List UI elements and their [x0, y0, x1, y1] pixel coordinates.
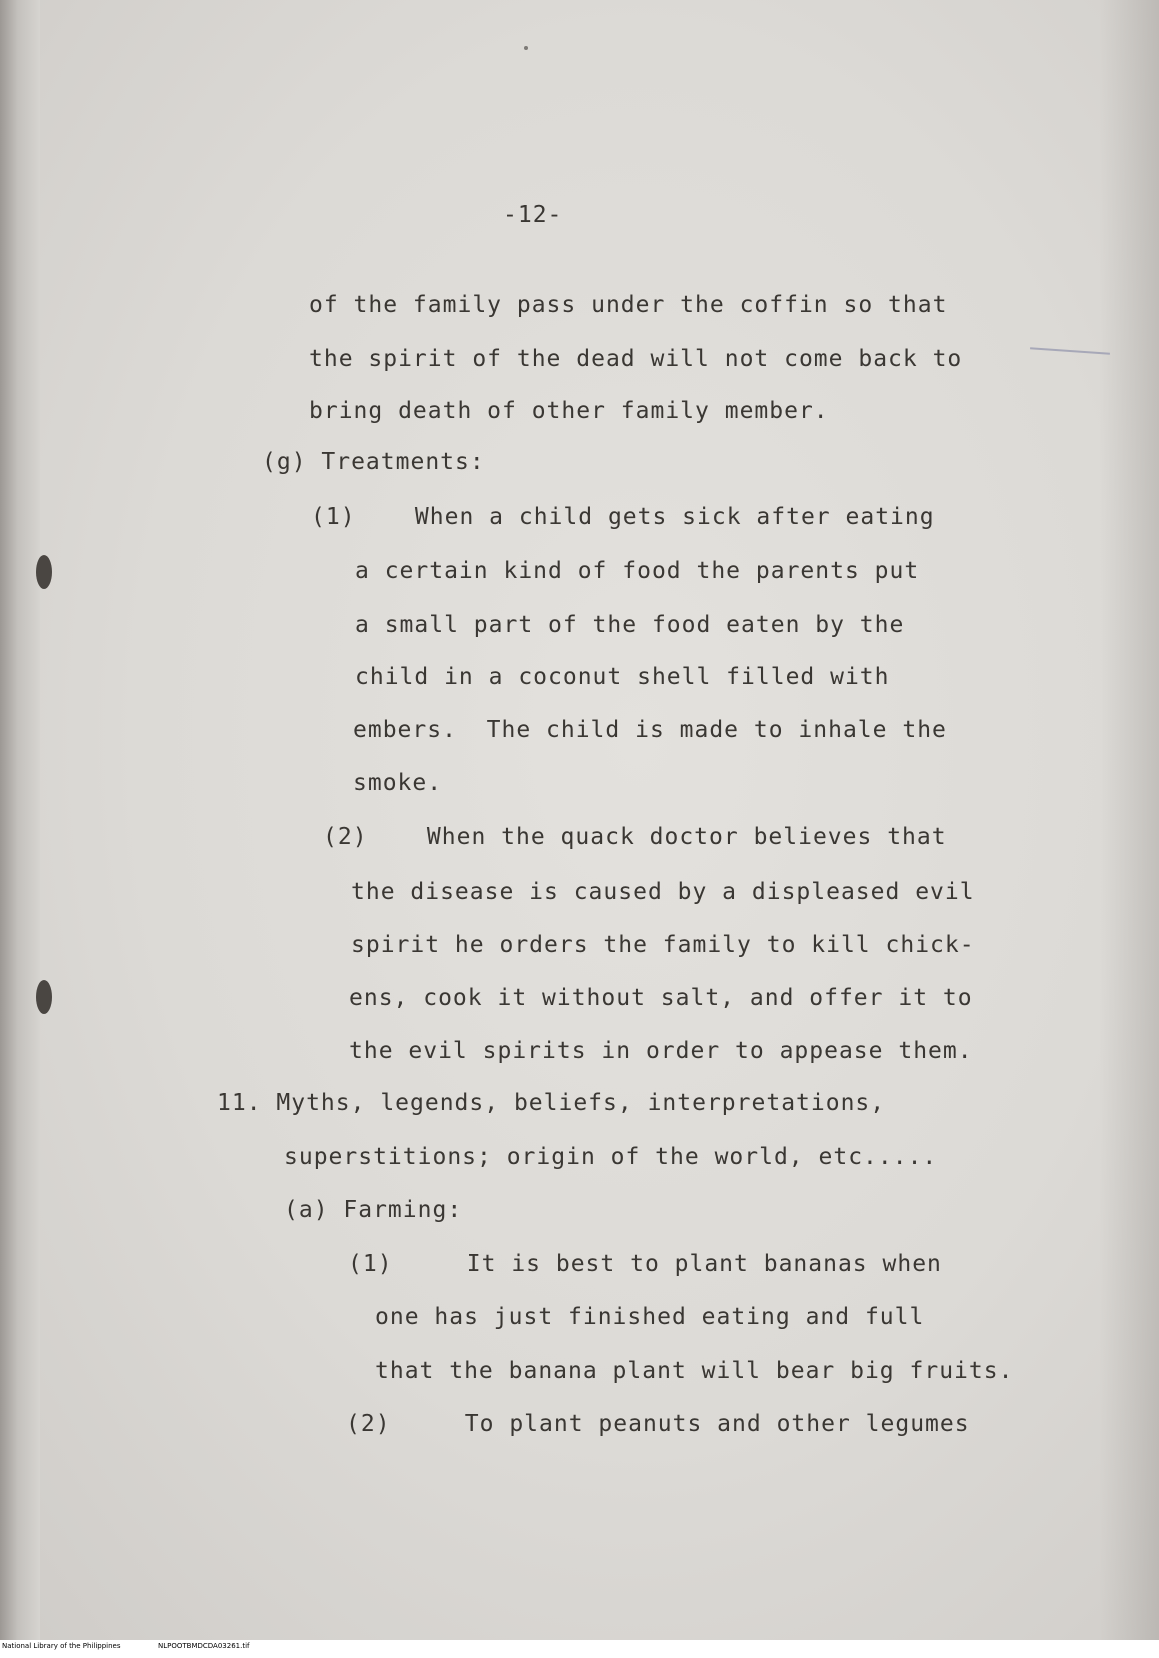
footer-filename: NLPOOTBMDCDA03261.tif [158, 1642, 250, 1650]
footer-library: National Library of the Philippines [2, 1642, 121, 1650]
text-line-2: the spirit of the dead will not come back to [309, 346, 963, 372]
text-line-17: superstitions; origin of the world, etc..... [284, 1144, 938, 1170]
binding-edge [0, 0, 40, 1640]
text-line-21: that the banana plant will bear big fruits. [375, 1358, 1014, 1384]
page-edge-shadow [1099, 0, 1159, 1640]
binding-hole-top [36, 555, 52, 589]
text-line-11: (2) When the quack doctor believes that [323, 824, 947, 850]
text-line-1: of the family pass under the coffin so that [309, 292, 948, 318]
text-line-8: child in a coconut shell filled with [355, 664, 890, 690]
page-number: -12- [503, 202, 563, 228]
text-line-5: (1) When a child gets sick after eating [311, 504, 935, 530]
text-line-6: a certain kind of food the parents put [355, 558, 920, 584]
text-line-13: spirit he orders the family to kill chick- [351, 932, 975, 958]
text-line-3: bring death of other family member. [309, 398, 829, 424]
text-line-15: the evil spirits in order to appease them. [349, 1038, 973, 1064]
stray-ink-mark [1030, 347, 1110, 355]
text-line-10: smoke. [353, 770, 443, 796]
scan-footer [0, 1640, 1159, 1658]
ink-dot [524, 46, 528, 50]
section-heading-treatments: (g) Treatments: [262, 449, 485, 475]
text-line-14: ens, cook it without salt, and offer it to [349, 985, 973, 1011]
text-line-9: embers. The child is made to inhale the [353, 717, 947, 743]
text-line-19: (1) It is best to plant bananas when [348, 1251, 942, 1277]
text-line-20: one has just finished eating and full [375, 1304, 925, 1330]
text-line-7: a small part of the food eaten by the [355, 612, 905, 638]
binding-hole-bottom [36, 980, 52, 1014]
section-heading-myths: 11. Myths, legends, beliefs, interpretations, [217, 1090, 886, 1116]
text-line-22: (2) To plant peanuts and other legumes [346, 1411, 970, 1437]
text-line-12: the disease is caused by a displeased evil [351, 879, 975, 905]
section-heading-farming: (a) Farming: [284, 1197, 463, 1223]
